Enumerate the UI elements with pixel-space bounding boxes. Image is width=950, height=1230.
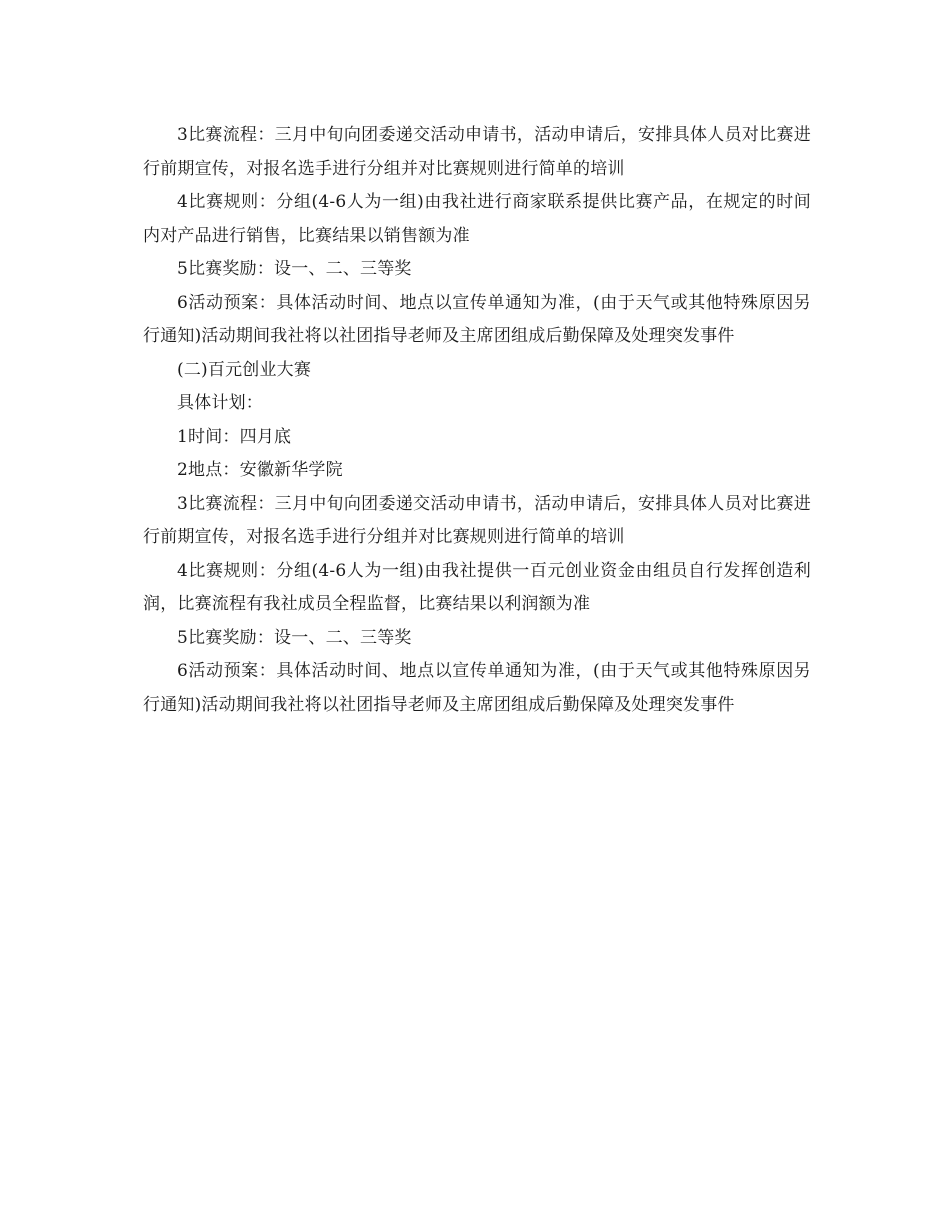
section-heading-startup-contest: (二)百元创业大赛 — [177, 359, 312, 380]
paragraph-contest-process: 3比赛流程：三月中旬向团委递交活动申请书，活动申请后，安排具体人员对比赛进行前期宣传，对报名选手进行分组并对比赛规则进行简单的培训 — [143, 125, 811, 179]
document-body — [143, 119, 811, 722]
paragraph-contest-awards: 5比赛奖励：设一、二、三等奖 — [177, 259, 412, 279]
paragraph-contest-process-2: 3比赛流程：三月中旬向团委递交活动申请书，活动申请后，安排具体人员对比赛进行前期宣传，对报名选手进行分组并对比赛规则进行简单的培训 — [143, 493, 811, 547]
paragraph-contingency-plan-2: 6活动预案：具体活动时间、地点以宣传单通知为准，(由于天气或其他特殊原因另行通知)活动期间我社将以社团指导老师及主席团组成后勤保障及处理突发事件 — [143, 661, 811, 715]
paragraph-contest-awards-2: 5比赛奖励：设一、二、三等奖 — [177, 627, 412, 648]
paragraph-contest-rules-2: 4比赛规则：分组(4-6人为一组)由我社提供一百元创业资金由组员自行发挥创造利润，比赛流程有我社成员全程监督，比赛结果以利润额为准 — [143, 560, 811, 614]
paragraph-contingency-plan: 6活动预案：具体活动时间、地点以宣传单通知为准，(由于天气或其他特殊原因另行通知)活动期间我社将以社团指导老师及主席团组成后勤保障及处理突发事件 — [143, 292, 811, 346]
paragraph-plan-label: 具体计划： — [177, 393, 263, 413]
paragraph-time: 1时间：四月底 — [177, 426, 292, 447]
paragraph-contest-rules: 4比赛规则：分组(4-6人为一组)由我社进行商家联系提供比赛产品，在规定的时间内对产品进行销售，比赛结果以销售额为准 — [143, 192, 811, 246]
paragraph-location: 2地点：安徽新华学院 — [177, 460, 343, 480]
